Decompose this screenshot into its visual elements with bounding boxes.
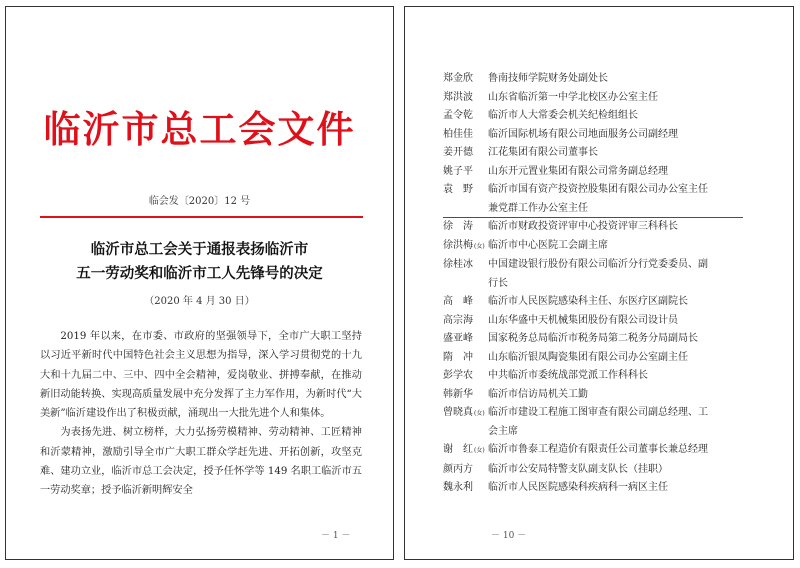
honoree-name bbox=[405, 70, 488, 89]
honoree-name-text: 韩新华 bbox=[443, 388, 473, 400]
honoree-title-line: 山东临沂银凤陶瓷集团有限公司办公室副主任 bbox=[488, 351, 688, 363]
honoree-name bbox=[405, 330, 488, 349]
honoree-name-text: 徐洪梅 bbox=[443, 239, 473, 251]
honoree-name bbox=[405, 367, 488, 386]
honoree-name bbox=[405, 386, 488, 405]
honoree-name-text: 郑洪波 bbox=[443, 91, 473, 103]
honoree-name-text: 魏永利 bbox=[443, 482, 473, 493]
list-item bbox=[405, 218, 793, 237]
gender-flag: (女) bbox=[474, 242, 485, 250]
honoree-name-text: 柏佳佳 bbox=[443, 128, 473, 140]
honoree-title-line: 临沂国际机场有限公司地面服务公司副经理 bbox=[488, 128, 678, 140]
list-item bbox=[405, 70, 793, 89]
honoree-list bbox=[405, 70, 793, 498]
honoree-name-text: 郑金欣 bbox=[443, 73, 473, 84]
honoree-title bbox=[488, 163, 743, 182]
honoree-title-line: 临沂市中心医院工会副主席 bbox=[488, 239, 608, 251]
honoree-name bbox=[405, 404, 488, 424]
honoree-name bbox=[405, 163, 488, 182]
honoree-title bbox=[488, 237, 743, 256]
paragraph: 为表扬先进、树立榜样，大力弘扬劳模精神、劳动精神、工匠精神和沂蒙精神，激励引导全市广大职工群众学赶先进、开拓创新，攻坚克难、建功立业，临沂市总工会决定，授予任怀学等 149 名职工临沂市五一劳动奖章；授予临沂新明辉安全 bbox=[40, 427, 362, 497]
honoree-name-text: 孟令乾 bbox=[443, 110, 473, 121]
honoree-title-line: 兼党群工作办公室主任 bbox=[488, 202, 588, 214]
honoree-title-line: 临沂市鲁泰工程造价有限责任公司董事长兼总经理 bbox=[488, 444, 708, 455]
list-item bbox=[405, 126, 793, 145]
honoree-title bbox=[488, 218, 743, 237]
honoree-title-line: 会主席 bbox=[488, 425, 518, 437]
list-item bbox=[405, 330, 793, 349]
honoree-name bbox=[405, 237, 488, 257]
honoree-name bbox=[405, 349, 488, 368]
honoree-title bbox=[488, 107, 743, 126]
page-number: － 10 － bbox=[491, 531, 527, 541]
list-item bbox=[405, 386, 793, 405]
honoree-name-text: 袁 野 bbox=[443, 184, 473, 195]
honoree-name-text: 谢 红 bbox=[443, 444, 473, 455]
document-page-left bbox=[5, 6, 394, 560]
honoree-title bbox=[488, 181, 743, 218]
honoree-name bbox=[405, 144, 488, 163]
honoree-title bbox=[488, 70, 743, 89]
honoree-name bbox=[405, 256, 488, 275]
title-line-2: 五一劳动奖和临沂市工人先锋号的决定 bbox=[76, 265, 323, 282]
honoree-title bbox=[488, 330, 743, 349]
honoree-name bbox=[405, 479, 488, 498]
honoree-title-line: 鲁南技师学院财务处副处长 bbox=[488, 73, 608, 84]
honoree-name-text: 盛亚峰 bbox=[443, 333, 473, 344]
honoree-title-line: 中共临沂市委统战部党派工作科科长 bbox=[488, 370, 648, 381]
list-item bbox=[405, 107, 793, 126]
document-number: 临会发〔2020〕12 号 bbox=[148, 196, 251, 207]
honoree-title bbox=[488, 89, 743, 108]
honoree-title bbox=[488, 386, 743, 405]
list-item bbox=[405, 89, 793, 108]
honoree-title-line: 国家税务总局临沂市税务局第二税务分局副局长 bbox=[488, 333, 698, 344]
honoree-title bbox=[488, 144, 743, 163]
list-item bbox=[405, 181, 793, 218]
honoree-name-text: 曾晓真 bbox=[443, 407, 473, 418]
honoree-title-line: 中国建设银行股份有限公司临沂分行党委委员、副 bbox=[488, 259, 708, 270]
list-item bbox=[405, 479, 793, 498]
honoree-title bbox=[488, 461, 743, 480]
gender-flag: (女) bbox=[474, 447, 485, 454]
honoree-title-line: 山东华盛中天机械集团股份有限公司设计员 bbox=[488, 314, 678, 326]
honoree-title-line: 临沂市人民医院感染科疾病科一病区主任 bbox=[488, 482, 668, 493]
body-text bbox=[40, 327, 362, 501]
title-line-1: 临沂市总工会关于通报表扬临沂市 bbox=[90, 241, 309, 258]
list-item bbox=[405, 293, 793, 312]
honoree-title-line: 临沂市国有资产投资控股集团有限公司办公室主任 bbox=[488, 184, 708, 195]
gender-flag: (女) bbox=[474, 410, 485, 417]
honoree-title-line: 山东省临沂第一中学北校区办公室主任 bbox=[488, 91, 658, 103]
page-number: － 1 － bbox=[321, 531, 351, 541]
honoree-name bbox=[405, 107, 488, 126]
honoree-title bbox=[488, 256, 743, 293]
document-page-right bbox=[404, 6, 794, 560]
honoree-name bbox=[405, 181, 488, 200]
honoree-name bbox=[405, 293, 488, 312]
list-item bbox=[405, 144, 793, 163]
document-title bbox=[6, 238, 393, 286]
honoree-title-line: 临沂市建设工程施工图审查有限公司副总经理、工 bbox=[488, 407, 708, 418]
list-item bbox=[405, 256, 793, 293]
list-item bbox=[405, 237, 793, 257]
honoree-name-text: 姚子平 bbox=[443, 165, 473, 177]
honoree-title bbox=[488, 441, 743, 460]
honoree-name-text: 颜丙方 bbox=[443, 463, 473, 475]
list-item bbox=[405, 312, 793, 331]
honoree-title-line: 临沂市信访局机关工勤 bbox=[488, 388, 588, 400]
honoree-name-text: 徐桂冰 bbox=[443, 259, 473, 270]
honoree-name bbox=[405, 89, 488, 108]
honoree-name-text: 彭学农 bbox=[443, 370, 473, 381]
honoree-name-text: 姜开德 bbox=[443, 147, 473, 158]
paragraph: 2019 年以来，在市委、市政府的坚强领导下，全市广大职工坚持以习近平新时代中国特色社会主义思想为指导，深入学习贯彻党的十九大和十九届二中、三中、四中全会精神，爱岗敬业、拼搏奉献，在推动新旧动能转换、实现高质量发展中充分发挥了主力军作用，为新时代“大美新”临沂建设作出了积极贡献，涌现出一大批先进个人和集体。 bbox=[40, 331, 362, 420]
honoree-name-text: 徐 涛 bbox=[443, 221, 473, 232]
header-divider bbox=[40, 216, 363, 218]
honoree-title bbox=[488, 293, 743, 312]
honoree-name bbox=[405, 441, 488, 461]
document-header-title: 临沂市总工会文件 bbox=[43, 107, 356, 151]
honoree-name bbox=[405, 218, 488, 237]
honoree-title-line: 行长 bbox=[488, 277, 508, 289]
list-item bbox=[405, 404, 793, 441]
honoree-title bbox=[488, 349, 743, 368]
list-item bbox=[405, 441, 793, 461]
honoree-name bbox=[405, 312, 488, 331]
list-item bbox=[405, 349, 793, 368]
document-date: （2020 年 4 月 30 日） bbox=[144, 296, 255, 307]
honoree-title-line: 临沂市财政投资评审中心投资评审三科科长 bbox=[488, 221, 678, 232]
honoree-title bbox=[488, 367, 743, 386]
list-item bbox=[405, 163, 793, 182]
honoree-name-text: 高宗海 bbox=[443, 314, 473, 326]
honoree-name-text: 隋 冲 bbox=[443, 351, 473, 363]
list-item bbox=[405, 367, 793, 386]
honoree-title-line: 临沂市人民医院感染科主任、东医疗区副院长 bbox=[488, 296, 688, 307]
honoree-title-line: 山东开元置业集团有限公司常务副总经理 bbox=[488, 165, 668, 177]
honoree-title bbox=[488, 404, 743, 441]
honoree-title bbox=[488, 126, 743, 145]
honoree-title-line: 江花集团有限公司董事长 bbox=[488, 147, 598, 158]
honoree-title-line: 临沂市人大常委会机关纪检组组长 bbox=[488, 110, 638, 121]
honoree-title-line: 临沂市公安局特警支队副支队长（挂职） bbox=[488, 463, 668, 475]
honoree-name bbox=[405, 126, 488, 145]
honoree-name-text: 高 峰 bbox=[443, 296, 473, 307]
honoree-name bbox=[405, 461, 488, 480]
list-item bbox=[405, 461, 793, 480]
honoree-title bbox=[488, 312, 743, 331]
honoree-title bbox=[488, 479, 743, 498]
